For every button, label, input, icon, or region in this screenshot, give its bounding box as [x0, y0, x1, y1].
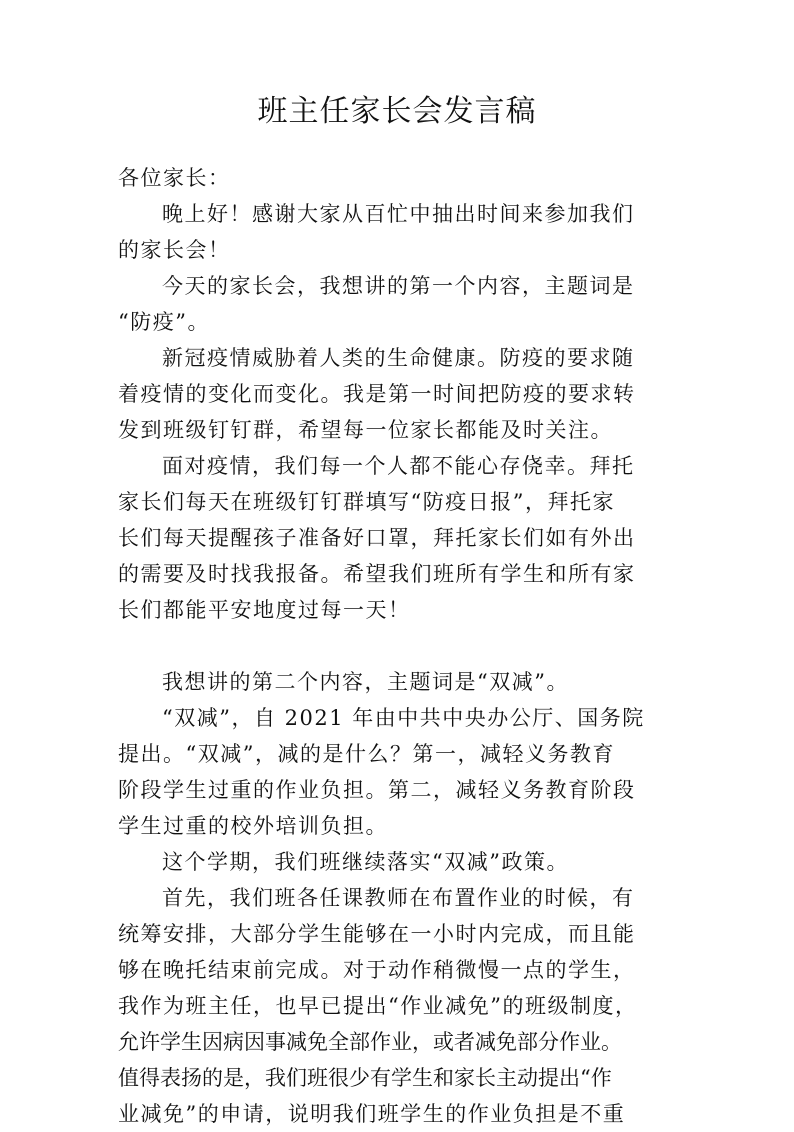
text-line: 值得表扬的是，我们班很少有学生和家长主动提出“作	[118, 1066, 612, 1090]
document-body	[118, 160, 684, 1132]
text-line: 我作为班主任，也早已提出“作业减免”的班级制度，	[118, 994, 638, 1018]
text-line: 够在晚托结束前完成。对于动作稍微慢一点的学生，	[118, 958, 636, 982]
text-line: 新冠疫情威胁着人类的生命健康。防疫的要求随	[162, 346, 635, 370]
text-line: 的需要及时找我报备。希望我们班所有学生和所有家	[118, 562, 636, 586]
text-line: 阶段学生过重的作业负担。第二，减轻义务教育阶段	[118, 778, 636, 802]
blank-line	[118, 628, 684, 664]
text-line: 我想讲的第二个内容，主题词是“双减”。	[162, 670, 569, 694]
text-line: 允许学生因病因事减免全部作业，或者减免部分作业。	[118, 1030, 622, 1054]
text-line: 晚上好！感谢大家从百忙中抽出时间来参加我们	[162, 202, 635, 226]
text-line: 家长们每天在班级钉钉群填写“防疫日报”，拜托家	[118, 490, 615, 514]
text-line: 发到班级钉钉群，希望每一位家长都能及时关注。	[118, 418, 613, 442]
text-line: 的家长会！	[118, 238, 231, 262]
text-line: 长们都能平安地度过每一天！	[118, 598, 411, 622]
text-line: 学生过重的校外培训负担。	[118, 814, 388, 838]
text-line: 提出。“双减”，减的是什么？第一，减轻义务教育	[118, 742, 615, 766]
document-title: 班主任家长会发言稿	[257, 94, 537, 129]
salutation: 各位家长：	[118, 166, 231, 190]
text-line: 长们每天提醒孩子准备好口罩，拜托家长们如有外出	[118, 526, 636, 550]
text-line: 这个学期，我们班继续落实“双减”政策。	[162, 850, 569, 874]
text-line: 业减免”的申请，说明我们班学生的作业负担是不重	[118, 1102, 626, 1126]
text-line: 今天的家长会，我想讲的第一个内容，主题词是	[162, 274, 635, 298]
text-line: 首先，我们班各任课教师在布置作业的时候，有	[162, 886, 635, 910]
text-line: 着疫情的变化而变化。我是第一时间把防疫的要求转	[118, 382, 636, 406]
text-line: 统筹安排，大部分学生能够在一小时内完成，而且能	[118, 922, 636, 946]
text-line: “防疫”。	[118, 310, 210, 334]
text-line: 面对疫情，我们每一个人都不能心存侥幸。拜托	[162, 454, 635, 478]
text-line: “双减”，自 2021 年由中共中央办公厅、国务院	[162, 706, 645, 730]
